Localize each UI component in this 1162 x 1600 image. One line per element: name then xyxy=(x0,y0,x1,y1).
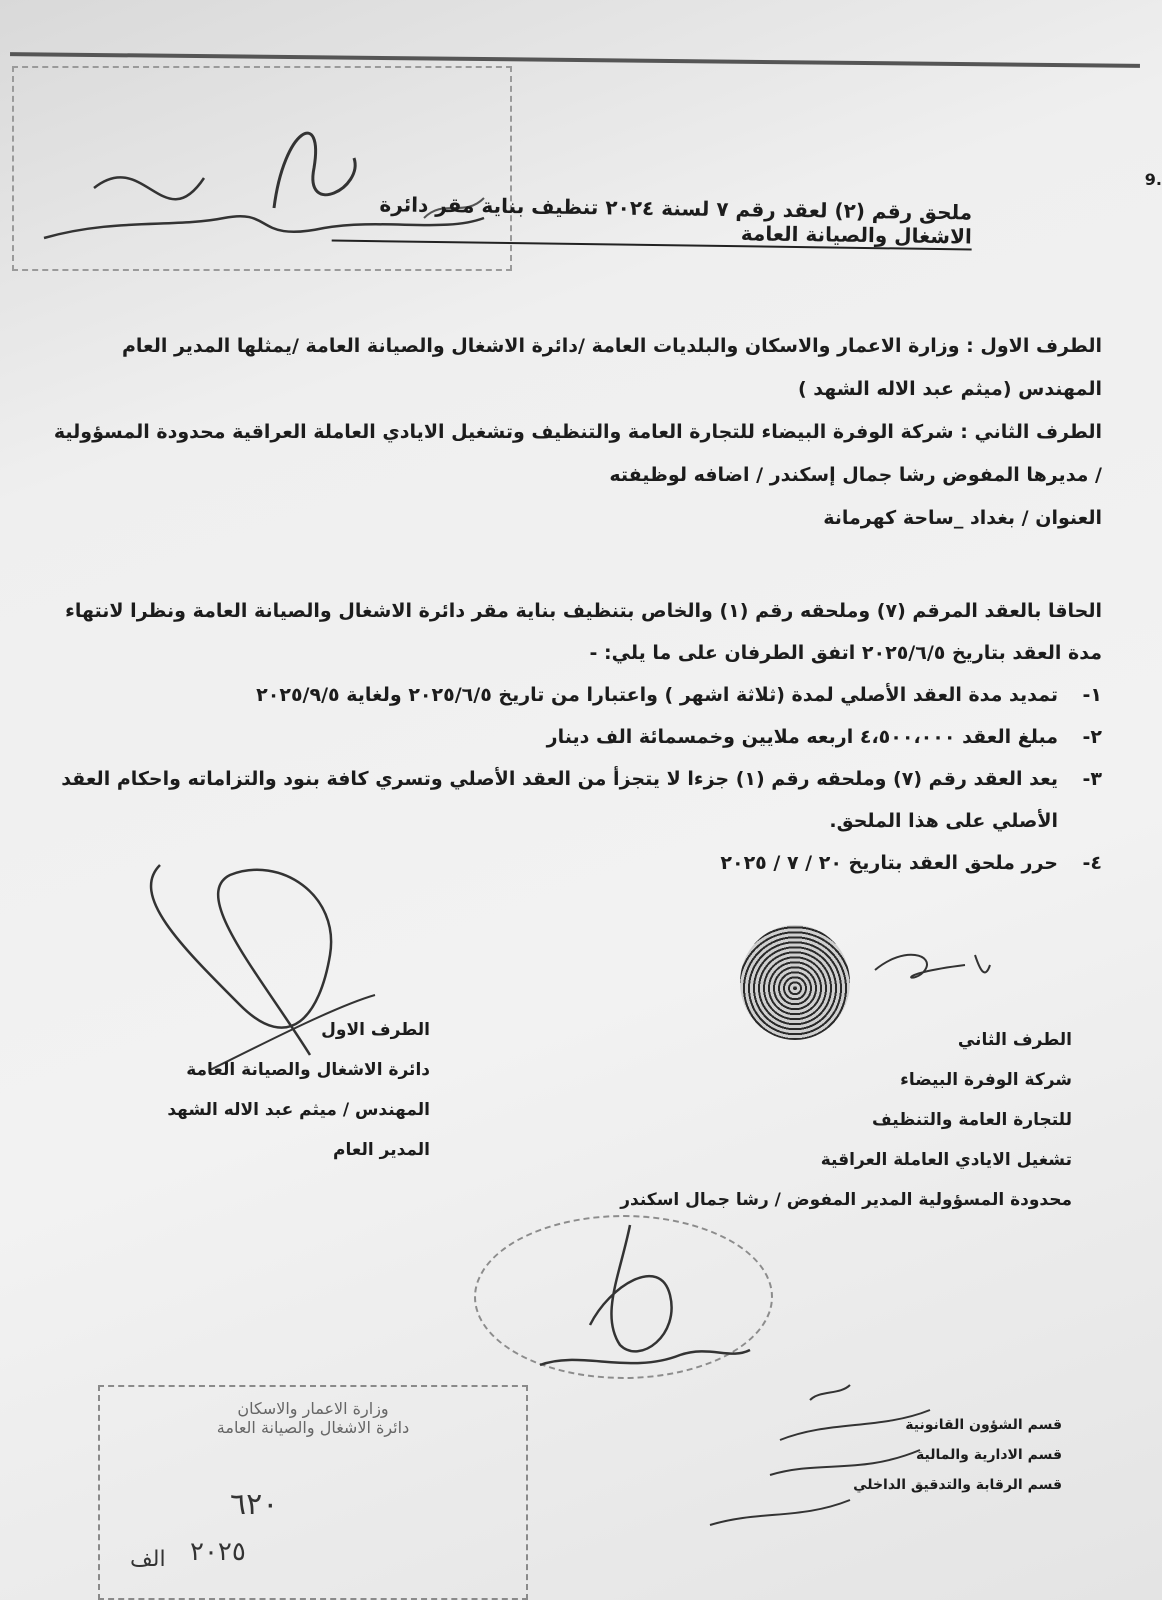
agreement-body xyxy=(42,590,1102,884)
clause-3 xyxy=(42,758,1102,842)
department-legal: قسم الشؤون القانونية xyxy=(905,1417,1062,1433)
second-party-signature xyxy=(865,935,1005,995)
second-party-company: شركة الوفرة البيضاء xyxy=(900,1070,1072,1090)
second-party-label: الطرف الثاني xyxy=(957,1030,1072,1050)
first-party-label: الطرف الاول xyxy=(321,1020,430,1040)
department-admin-finance: قسم الادارية والمالية xyxy=(915,1447,1062,1463)
second-party-signature-block xyxy=(552,1020,1072,1220)
first-party-signatory: المهندس / ميثم عبد الاله الشهد xyxy=(167,1100,430,1120)
clause-2 xyxy=(42,716,1102,758)
document-title: ملحق رقم (٢) لعقد رقم ٧ لسنة ٢٠٢٤ تنظيف بناية مقر دائرة الاشغال والصيانة العامة xyxy=(332,192,973,251)
second-party-signatory: محدودة المسؤولية المدير المفوض / رشا جمال اسكندر xyxy=(620,1190,1072,1210)
intro-paragraph: الحاقا بالعقد المرقم (٧) وملحقه رقم (١) والخاص بتنظيف بناية مقر دائرة الاشغال والصيانة العامة ونظرا لانتهاء مدة العقد بتاريخ ٢٠٢٥/٦/٥ اتفق الطرفان على ما يلي: - xyxy=(65,600,1102,664)
clause-number: ٢- xyxy=(1082,726,1102,748)
stamp-date: ٢٠٢٥ xyxy=(190,1537,246,1567)
stamp-ministry: وزارة الاعمار والاسكان xyxy=(237,1399,389,1418)
address-line: العنوان / بغداد _ساحة كهرمانة xyxy=(823,507,1102,529)
clause-number: ١- xyxy=(1082,684,1102,706)
departments-list xyxy=(802,1410,1062,1500)
incoming-stamp xyxy=(98,1385,528,1600)
clause-number: ٣- xyxy=(1082,768,1102,790)
parties-section xyxy=(42,325,1102,540)
first-party-department: دائرة الاشغال والصيانة العامة xyxy=(186,1060,430,1080)
clause-number: ٤- xyxy=(1082,852,1102,874)
clause-text: يعد العقد رقم (٧) وملحقه رقم (١) جزءا لا يتجزأ من العقد الأصلي وتسري كافة بنود والتزاماته واحكام العقد الأصلي على هذا الملحق. xyxy=(61,768,1058,832)
clause-4 xyxy=(42,842,1102,884)
first-party-title: المدير العام xyxy=(333,1140,430,1160)
page-mark: 9. xyxy=(1144,170,1162,189)
round-stamp xyxy=(474,1215,773,1379)
clause-text: تمديد مدة العقد الأصلي لمدة (ثلاثة اشهر ) واعتبارا من تاريخ ٢٠٢٥/٦/٥ ولغاية ٢٠٢٥/٩/٥ xyxy=(256,684,1058,706)
first-party-signature-block xyxy=(130,1010,430,1170)
second-party-line: الطرف الثاني : شركة الوفرة البيضاء للتجارة العامة والتنظيف وتشغيل الايادي العاملة العراقية محدودة المسؤولية / مديرها المفوض رشا جمال إسكندر / اضافه لوظيفته xyxy=(53,421,1102,486)
stamp-department: دائرة الاشغال والصيانة العامة xyxy=(216,1418,410,1437)
clause-text: مبلغ العقد ٤،٥٠٠،٠٠٠ اربعه ملايين وخمسمائة الف دينار xyxy=(546,726,1058,748)
clause-text: حرر ملحق العقد بتاريخ ٢٠ / ٧ / ٢٠٢٥ xyxy=(720,852,1058,874)
department-audit: قسم الرقابة والتدقيق الداخلي xyxy=(853,1477,1062,1493)
first-party-line: الطرف الاول : وزارة الاعمار والاسكان والبلديات العامة /دائرة الاشغال والصيانة العامة /يمثلها المدير العام المهندس (ميثم عبد الاله الشهد ) xyxy=(121,335,1102,400)
second-party-company-line2: للتجارة العامة والتنظيف xyxy=(872,1110,1072,1130)
second-party-company-line3: تشغيل الايادي العاملة العراقية xyxy=(820,1150,1072,1170)
stamp-suffix: الف xyxy=(130,1547,166,1572)
stamp-number: ٦٢٠ xyxy=(230,1487,279,1522)
clause-1 xyxy=(42,674,1102,716)
